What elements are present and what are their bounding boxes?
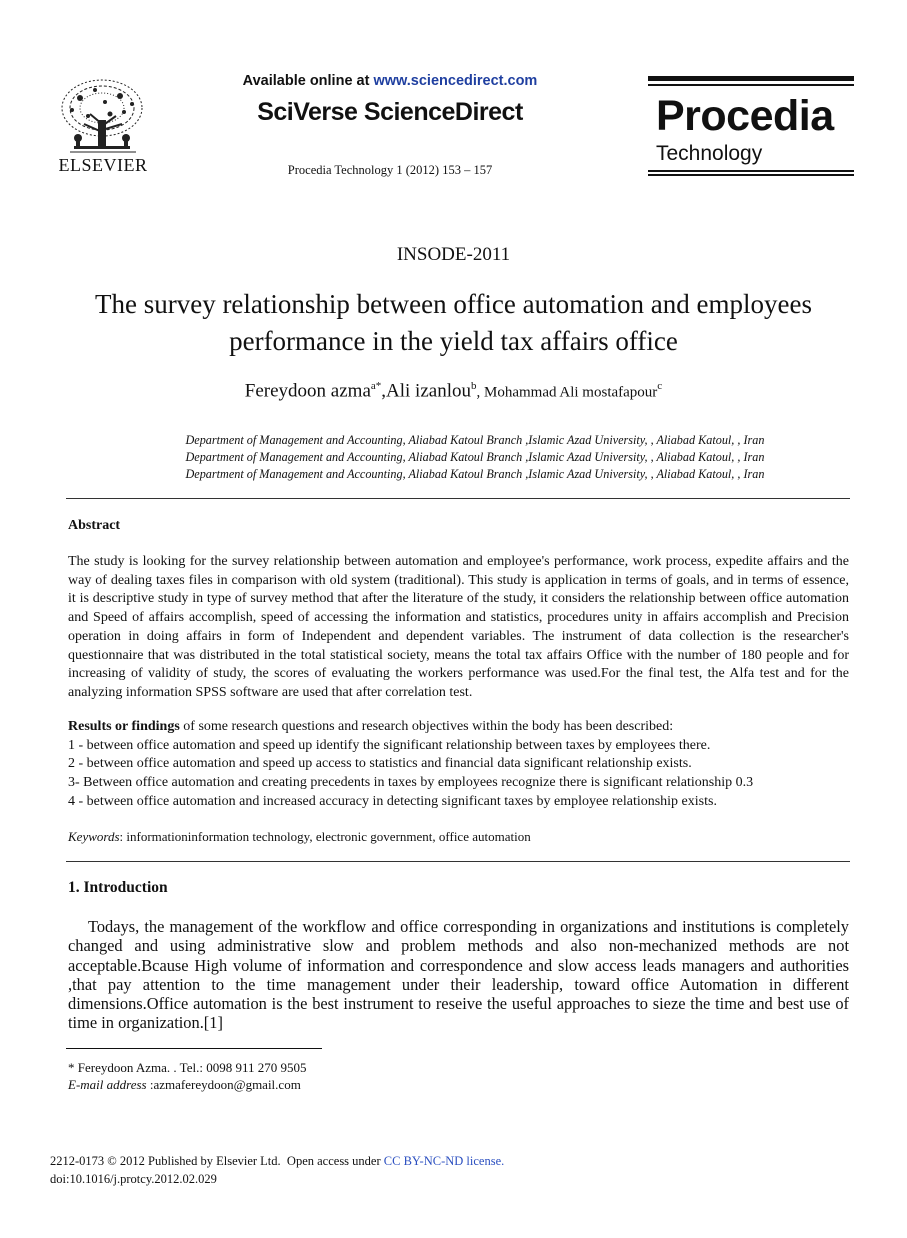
logo-bar-bottom [648,174,854,176]
journal-reference: Procedia Technology 1 (2012) 153 – 157 [287,163,493,177]
introduction-heading: 1. Introduction [68,879,168,896]
journal-logo [648,76,854,176]
available-prefix: Available online at [242,73,374,89]
publisher-name: ELSEVIER [58,155,148,175]
available-online [160,73,620,89]
results-intro-text: of some research questions and research objectives within the body has been described: [179,719,674,734]
keywords [68,829,531,845]
sciencedirect-link[interactable]: www.sciencedirect.com [373,73,538,89]
author-3: , Mohammad Ali mostafapour [476,384,658,401]
result-item: 4 - between office automation and increased accuracy in detecting significant taxes by employee relationship exists. [68,793,717,809]
result-item: 3- Between office automation and creating precedents in taxes by employees recognize there is significant relationship 0.3 [68,775,754,791]
keywords-label: Keywords [68,829,120,844]
keywords-list: : informationinformation technology, electronic government, office automation [119,829,531,844]
author-2: ,Ali izanlou [381,380,471,402]
title-line-1: The survey relationship between office automation and employees [94,289,813,319]
journal-name: Procedia [656,92,834,140]
result-item: 1 - between office automation and speed up identify the significant relationship between taxes by employees there. [68,737,711,753]
email-address[interactable]: :azmafereydoon@gmail.com [146,1077,301,1092]
abstract-heading: Abstract [68,518,121,533]
corresponding-author: * Fereydoon Azma. . Tel.: 0098 911 270 9505 [68,1060,307,1075]
results-intro [68,718,849,737]
affiliation-a: Department of Management and Accounting, Aliabad Katoul Branch ,Islamic Azad University, , Aliabad Katoul, , Iran [185,433,765,447]
license-link[interactable]: CC BY-NC-ND license. [383,1154,505,1168]
author-2-sup: b [470,380,477,392]
doi: doi:10.1016/j.protcy.2012.02.029 [50,1172,217,1186]
affiliations [100,432,850,483]
platform-logo: SciVerse ScienceDirect [257,98,523,126]
author-1-sup: a* [370,380,382,392]
paper-title [60,286,847,360]
copyright-line [50,1154,504,1169]
email-label: E-mail address [68,1077,147,1092]
affiliation-c: Department of Management and Accounting, Aliabad Katoul Branch ,Islamic Azad University, , Aliabad Katoul, , Iran [185,467,765,481]
title-line-2: performance in the yield tax affairs office [229,326,678,356]
author-3-sup: c [657,380,663,392]
logo-bar-bottom-thin [648,170,854,172]
logo-bar-top-thin [648,84,854,86]
footnote-rule [66,1048,322,1049]
open-access-text: Open access under [280,1154,384,1168]
conference-name: INSODE-2011 [396,244,511,265]
divider-bottom [66,861,850,862]
result-item: 2 - between office automation and speed up access to statistics and financial data significant relationship exists. [68,756,692,772]
author-list [0,380,907,402]
divider-top [66,498,850,499]
results-block [68,718,849,812]
introduction-text: Todays, the management of the workflow and office corresponding in organizations and institutions is completely changed and using administrative slow and problem methods and also non-mechanized methods are not acceptable.Bcause High volume of information and correspondence and slow access leads managers and authorities ,that pay attention to the time management under their leadership, toward office Automation in different dimensions.Office automation is the best instrument to reseive the useful approaches to sieze the time and best use of time in organization.[1] [68,917,849,1033]
journal-subtitle: Technology [656,142,763,165]
results-label: Results or findings [68,719,180,734]
logo-bar-top [648,76,854,81]
email-footnote [68,1077,301,1093]
affiliation-b: Department of Management and Accounting, Aliabad Katoul Branch ,Islamic Azad University, , Aliabad Katoul, , Iran [185,450,765,464]
issn-copyright: 2212-0173 © 2012 Published by Elsevier Ltd. [50,1154,281,1168]
author-1: Fereydoon azma [244,380,371,402]
abstract-text: The study is looking for the survey relationship between automation and employee's performance, work process, expedite affairs and the way of dealing taxes files in comparison with old system (traditional). This study is application in terms of goals, and in terms of essence, it is descriptive study in type of survey method that after the literature of the study, it considers the relationship between office automation and Speed of affairs accomplish, speed of accessing the information and statistics, procedures unity in affairs accomplish and Precision operation in doing affairs in form of Independent and dependent variables. The instrument of data collection is the researcher's questionnaire that was distributed in the total statistical society, means the total tax affairs Office with the number of 180 people and for increasing of validity of study, the scores of evaluating the workers performance was used.For the final test, the Alfa test and for the analyzing information SPSS software are used that after correlation test. [68,554,849,700]
